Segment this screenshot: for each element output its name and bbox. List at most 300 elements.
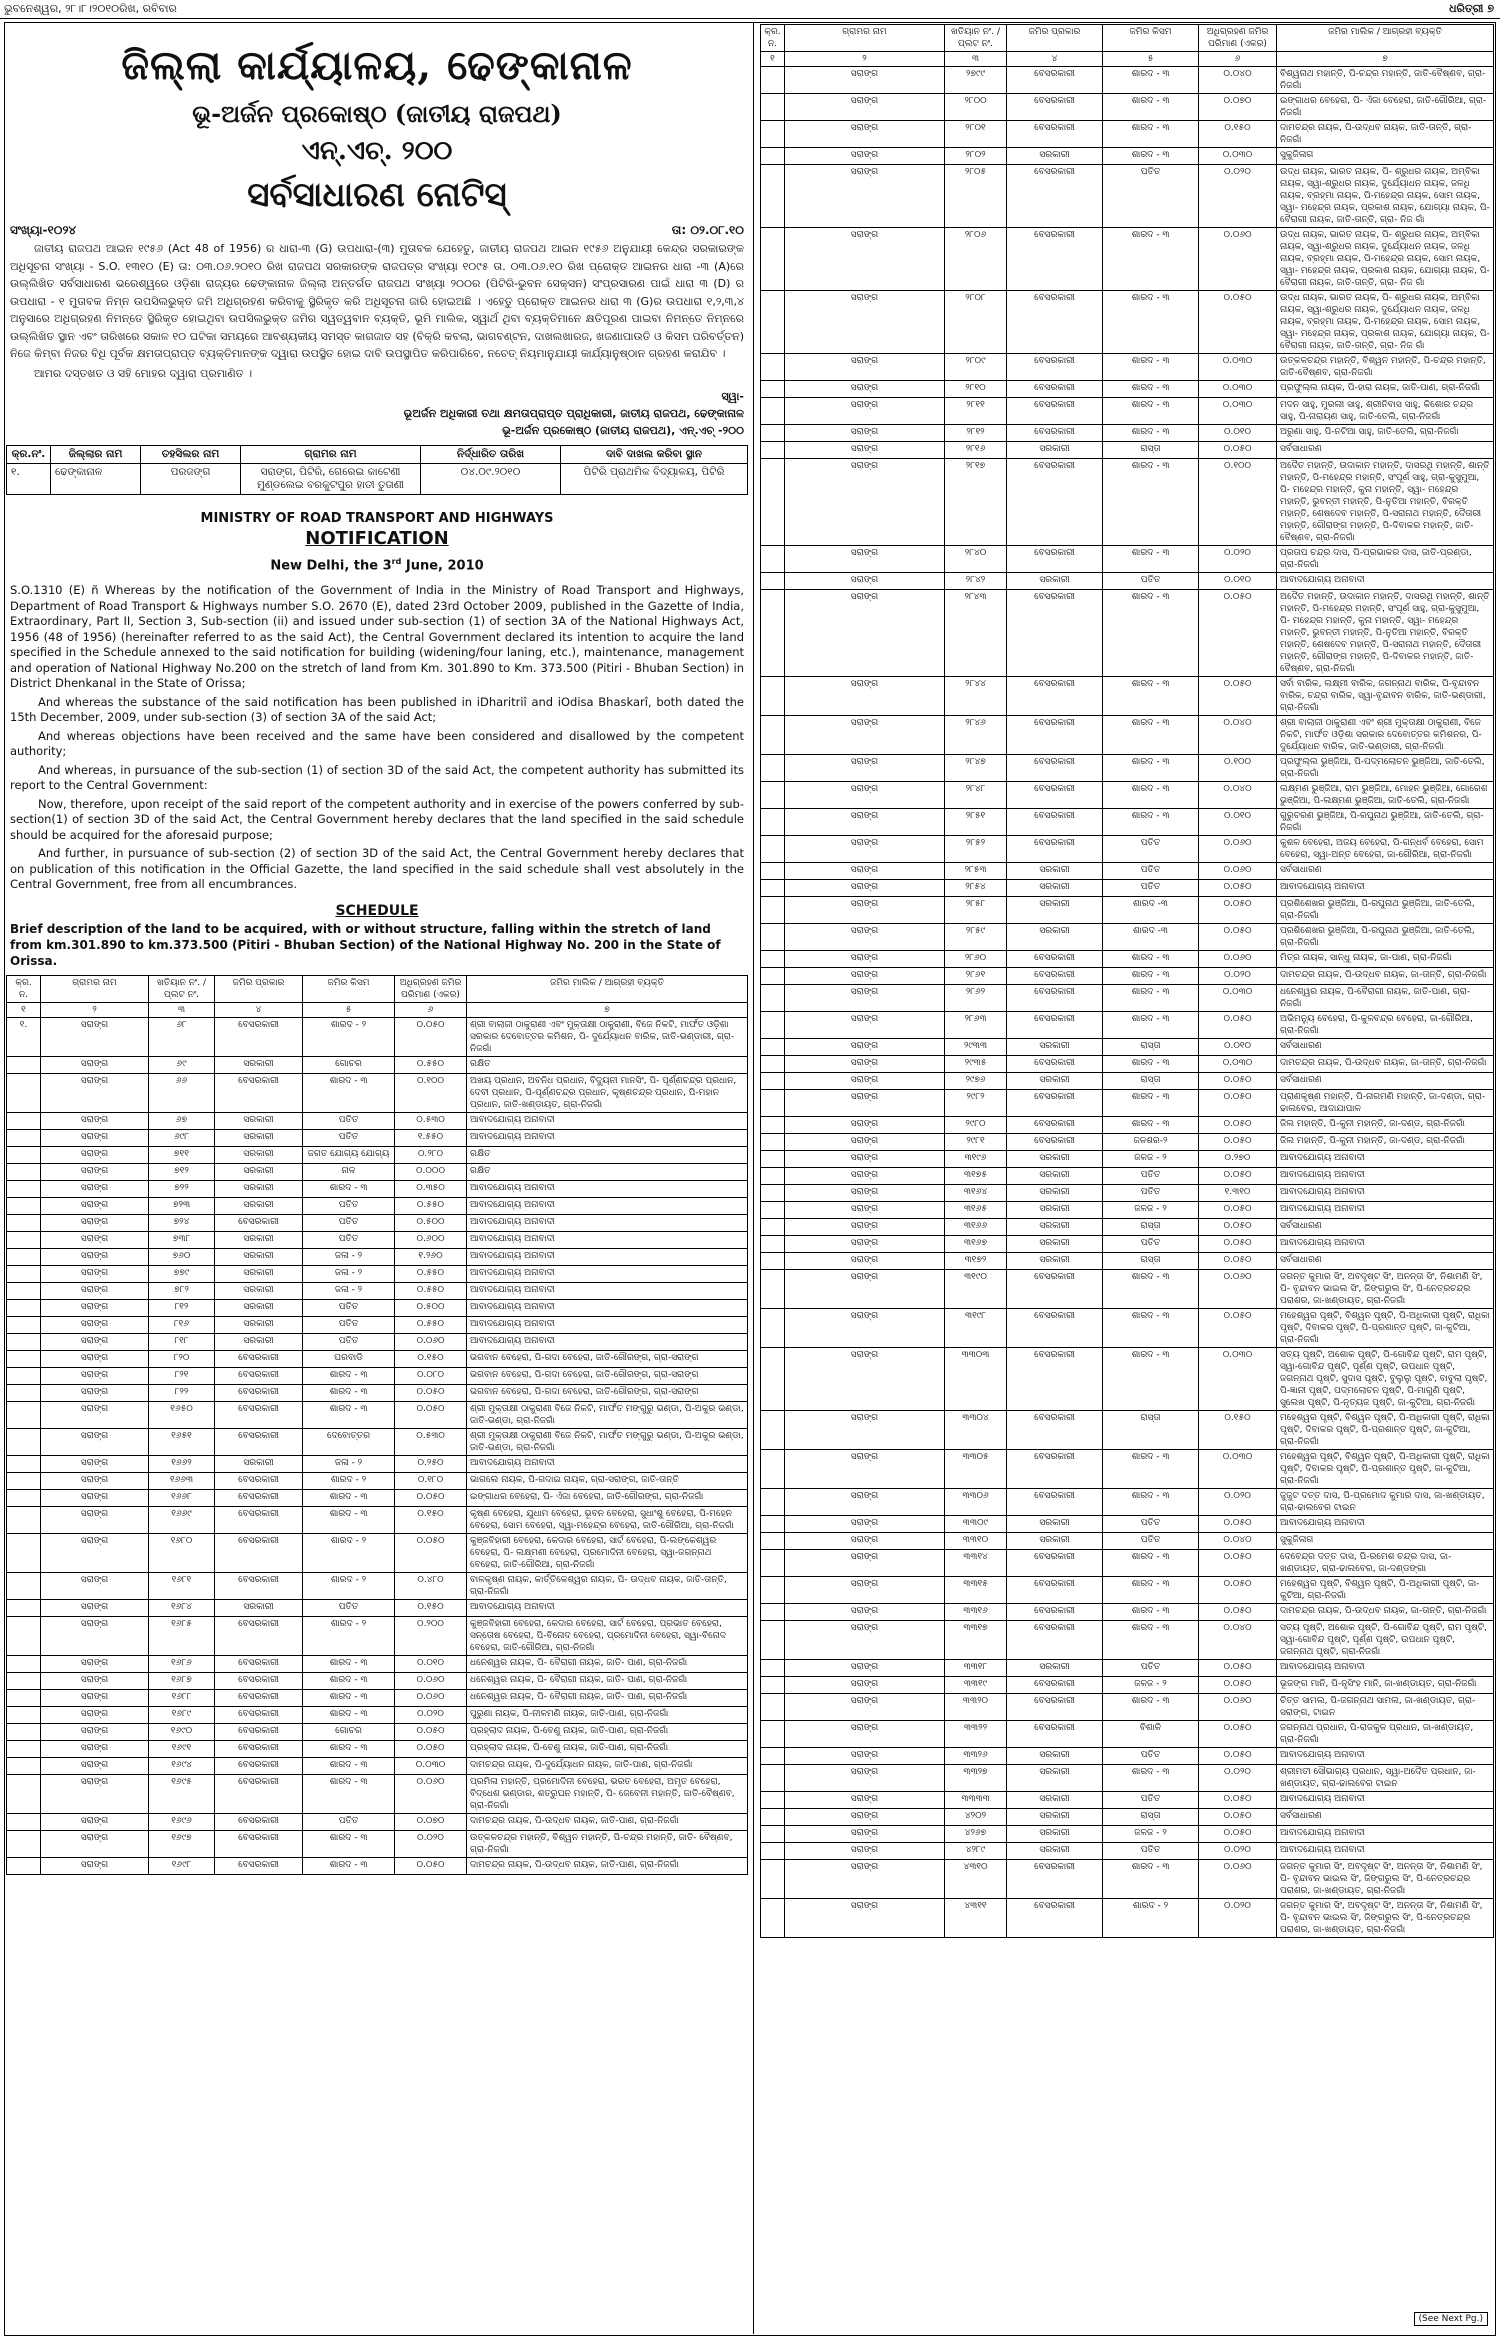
table-cell [761,1792,785,1809]
table-cell: ଆବାଦଯୋଗ୍ୟ ଅନାବାଦୀ [467,1112,748,1129]
table-row [7,1017,748,1056]
table-cell: ୨୯୮୨ [945,1090,1007,1117]
table-cell: ସର୍ବସାଧାରଣ [1277,1073,1494,1090]
table-row [761,291,1494,354]
table-cell: ସରାଙ୍ଗ [785,291,945,354]
place-date-text: New Delhi, the 3 [270,558,392,574]
schedule-table-right [760,24,1494,1938]
table-cell [7,1813,41,1830]
table-cell [761,716,785,755]
table-cell: ଦାମଚନ୍ଦ୍ର ନାୟକ, ପି-ଦୁର୍ଯ୍ୟୋଧନ ନାୟକ, ଜାତି-ପାଣ, ଗ୍ରା-ନିଜଗାଁ [467,1757,748,1774]
table-cell: ୦.୦୪୦ [1199,716,1277,755]
table-cell: ସରାଙ୍ଗ [785,459,945,546]
table-row [761,1270,1494,1309]
table-cell [7,1723,41,1740]
table-cell: ୩୩୧୪ [945,1550,1007,1577]
table-cell: ସରକାରୀ [1007,1236,1103,1253]
table-cell: ସରାଙ୍ଗ [785,1533,945,1550]
table-cell: ସରକାରୀ [1007,1843,1103,1860]
table-cell: ବେସରକାରୀ [215,1073,303,1112]
table-cell: ୩୩୦୫ [945,1450,1007,1489]
table-cell: ୦.୦୫୦ [1199,1677,1277,1694]
table-cell: ଜଳଜ - ୨ [1103,1151,1199,1168]
table-cell: ବେସରକାରୀ [1007,1577,1103,1604]
table-cell: ୦.୦୫୦ [1199,1202,1277,1219]
hearing-col: ଜିଲ୍ଲାର ନାମ [51,446,141,464]
table-row [7,1830,748,1857]
table-cell: ସରାଙ୍ଗ [785,985,945,1012]
table-cell: ପ୍ରହ୍ଲାଦ ନାୟକ, ପି-ବେଣୁ ନାୟକ, ଜାତି-ପାଣ, ଗ୍ରା-ନିଜଗାଁ [467,1740,748,1757]
table-cell: କୁଞ୍ଜବିହାରୀ ବେହେରା, କେଦାର ବେହେରା, ସାର୍ଟ ବେହେରା, ପି-ଲଙ୍କେଶ୍ୱର ବେହେରା, ପି- ଲକ୍ଷ୍ମଣୀ ବେହେରା, ପ୍ରମୋଦିନୀ ବେହେରା, ସ୍ୱା-ଜଗନ୍ନାଥ ବେହେରା, ଜାତି-ଗୌରିଆ, ଗ୍ରା-ନିଜଗାଁ [467,1533,748,1572]
table-cell: ୦.୦୫୦ [1199,1748,1277,1765]
table-cell: ମହେଶ୍ୱର ପୃଷ୍ଟି, ବିଶ୍ୱନ ପୃଷ୍ଟି, ପି-ଅଧିକାରୀ ପୃଷ୍ଟି, ରାଧିକା ପୃଷ୍ଟି, ଦିବାକର ପୃଷ୍ଟି, ପି-ପ୍ରଶାନ୍ତ ପୃଷ୍ଟି, ଜା-କୁଟିଆ, ଗ୍ରା-ନିଜଗାଁ [1277,1309,1494,1348]
table-cell: ସରାଙ୍ଗ [41,1163,149,1180]
table-cell: ସରକାରୀ [1007,880,1103,897]
table-cell: ୦.୦୫୦ [395,1384,467,1401]
left-column [6,24,748,2332]
table-cell: ୦.୫୫୦ [395,1316,467,1333]
table-cell: ୭୨୪ [149,1214,215,1231]
table-cell: ସରାଙ୍ଗ [785,228,945,291]
table-cell: ଆବାଦଯୋଗ୍ୟ ଅନାବାଦୀ [1277,1185,1494,1202]
table-cell [761,1550,785,1577]
table-cell: ଶାରଦ - ୩ [1103,1577,1199,1604]
table-cell: ୦.୦୫୦ [1199,1809,1277,1826]
table-cell: ଆବାଦଯୋଗ୍ୟ ଅନାବାଦୀ [1277,1168,1494,1185]
table-cell: ପତିତ [1103,1185,1199,1202]
table-cell [761,228,785,291]
table-cell: ଆବାଦଯୋଗ୍ୟ ଅନାବାଦୀ [1277,1202,1494,1219]
table-cell: ୦.୦୫୦ [1199,1168,1277,1185]
table-cell: ଆବାଦଯୋଗ୍ୟ ଅନାବାଦୀ [1277,573,1494,590]
table-cell: ବେସରକାରୀ [215,1214,303,1231]
table-cell: ୦.୦୪୦ [1199,67,1277,94]
table-cell: ୦.୦୩୦ [1199,1056,1277,1073]
table-cell: ସରାଙ୍ଗ [785,1694,945,1721]
table-cell: ସରାଙ୍ଗ [41,1384,149,1401]
table-cell: ବେସରକାରୀ [215,1533,303,1572]
table-row [7,1197,748,1214]
table-cell: ୭୬୦ [149,1248,215,1265]
table-cell: ୦.୦୫୦ [1199,1660,1277,1677]
table-cell: ସରାଙ୍ଗ [785,1219,945,1236]
table-cell: ୦.୧୫୦ [1199,1411,1277,1450]
table-cell: ସରକାରୀ [1007,1151,1103,1168]
table-cell: ଜଳା - ୨ [303,1265,395,1282]
table-cell: ୨୮୬୧ [945,968,1007,985]
table-cell [7,1146,41,1163]
table-cell: ବେସରକାରୀ [1007,1450,1103,1489]
table-cell: ସରକାରୀ [215,1146,303,1163]
table-cell: ୧୬୯୦ [149,1723,215,1740]
table-cell: ଶାରଦ - ୩ [1103,1765,1199,1792]
table-cell: ସରାଙ୍ଗ [785,67,945,94]
table-cell: ଜଳା - ୨ [303,1282,395,1299]
table-cell: ୦.୧୫୦ [395,1350,467,1367]
table-cell: ସରାଙ୍ଗ [41,1706,149,1723]
table-row [761,1202,1494,1219]
table-cell: ୭୨୨ [149,1180,215,1197]
table-row [761,1090,1494,1117]
table-cell: ୦.୦୩୦ [1199,398,1277,425]
hearing-col: ଗ୍ରାମର ନାମ [241,446,421,464]
table-cell: ସରାଙ୍ଗ [785,1489,945,1516]
table-cell: ୦.୦୨୦ [395,1830,467,1857]
schedule-num: ୩ [945,52,1007,67]
schedule-body-right [761,67,1494,1938]
table-cell: ୦.୦୫୦ [1199,1253,1277,1270]
table-cell: ବେସରକାରୀ [1007,1604,1103,1621]
table-cell: ଶାରଦ - ୩ [1103,1012,1199,1039]
table-cell: ସରାଙ୍ଗ [41,1774,149,1813]
table-cell: ୩୩୦୬ [945,1489,1007,1516]
table-cell [7,1757,41,1774]
schedule-num: ୬ [1199,52,1277,67]
table-cell: ୦.୫୫୦ [395,1265,467,1282]
table-cell: ସରାଙ୍ଗ [785,924,945,951]
table-cell: ରାସ୍ତା [1103,1411,1199,1450]
table-cell: ୧୬୫୧ [149,1428,215,1455]
table-cell: ଅଦୈତ ମହାନ୍ତି, ଉଦାକାନ ମହାନ୍ତି, ଦାସରଥି ମହାନ୍ତି, ଶାନ୍ତି ମହାନ୍ତି, ପି-ମହେନ୍ଦ୍ର ମହାନ୍ତି, ସଂପୂର୍ଣ ସାହୁ, ଗ୍ରା-କୁସୁମୁଆ, ପି- ମହେନ୍ଦ୍ର ମହାନ୍ତି, କୁନା ମହାନ୍ତି, ସ୍ୱା- ମହେନ୍ଦ୍ର ମହାନ୍ତି, ଭୁବନ୍ତୀ ମହାନ୍ତି, ପି-ନୁତିଆ ମହାନ୍ତି, ବିରକ୍ତି ମହାନ୍ତି, ଶେଷଦେବ ମହାନ୍ତି, ପି-ସରାନାଥ ମହାନ୍ତି, ଦୈତାରୀ ମହାନ୍ତି, ଗୌରାଙ୍ଗ ମହାନ୍ତି, ପି-ଦିବାକର ମହାନ୍ତି, ଜାତି-ବୈଷ୍ଣବ, ଗ୍ରା-ନିଜଗାଁ [1277,459,1494,546]
table-cell: ୦.୧୫୦ [395,1506,467,1533]
table-cell [761,459,785,546]
table-cell: ଆବାଦଯୋଗ୍ୟ ଅନାବାଦୀ [1277,1516,1494,1533]
table-row [761,1168,1494,1185]
table-row [7,1401,748,1428]
table-cell: ବେସରକାରୀ [1007,809,1103,836]
table-cell: ୨୮୧୭ [945,459,1007,546]
table-row [7,1282,748,1299]
table-cell: ସରାଙ୍ଗ [785,1765,945,1792]
table-cell [7,1163,41,1180]
table-cell: ବେସରକାରୀ [215,1813,303,1830]
schedule-col: ଅଧିଗ୍ରହଣ ଜମିର ପରିମାଣ (ଏକର) [1199,25,1277,52]
table-cell: ୧୬୯୪ [149,1757,215,1774]
table-row [761,1899,1494,1938]
hearing-cell: ପରଜଙ୍ଗ [141,464,241,495]
table-cell: ୦.୦୫୦ [1199,291,1277,354]
table-cell: ପତିତ [1103,880,1199,897]
table-cell: ଦାମଚନ୍ଦ୍ର ନାୟକ, ପି-ଉଦ୍ଧବ ନାୟକ, ଜା-ତାନ୍ତି, ଗ୍ରା-ନିଜଗାଁ [1277,968,1494,985]
table-cell: ସରାଙ୍ଗ [41,1740,149,1757]
schedule-number-row [761,52,1494,67]
table-cell: ୩୩୦୩ [945,1348,1007,1411]
table-cell: ୨୮୫୨ [945,836,1007,863]
table-cell [761,1056,785,1073]
table-cell [761,1012,785,1039]
table-row [761,94,1494,121]
notice-number: ସଂଖ୍ୟା-୧୦୨୪ [10,223,77,237]
table-cell: ସରାଙ୍ଗ [41,1655,149,1672]
schedule-num: ୫ [303,1002,395,1017]
table-cell: ୦.୦୧୦ [395,1655,467,1672]
table-cell: ସରାଙ୍ଗ [41,1248,149,1265]
table-cell: ପତିତ [303,1197,395,1214]
table-row [7,1813,748,1830]
table-cell: ଶାରଦ - ୩ [303,1367,395,1384]
table-cell: ସର୍ବସାଧାରଣ [1277,1809,1494,1826]
table-cell: ୦.୦୨୦ [1199,546,1277,573]
table-cell: ୦.୦୫୦ [395,1489,467,1506]
table-cell: ସରାଙ୍ଗ [785,951,945,968]
table-cell: ୦.୦୫୦ [1199,1516,1277,1533]
table-cell: ସରାଙ୍ଗ [785,1899,945,1938]
table-cell: ୩୧୯୬ [945,1151,1007,1168]
table-cell: ସରକାରୀ [1007,1516,1103,1533]
table-cell: ୧୬୮୮ [149,1689,215,1706]
table-cell [761,1577,785,1604]
table-cell: ସରାଙ୍ଗ [785,1843,945,1860]
table-cell: ପତିତ [1103,1533,1199,1550]
notice-heading: ସର୍ବସାଧାରଣ ନୋଟିସ୍ [247,175,507,215]
table-cell [7,1197,41,1214]
table-cell: ଶାରଦ - ୩ [1103,590,1199,677]
table-cell: ସରାଙ୍ଗ [785,1309,945,1348]
table-row [7,1265,748,1282]
table-cell [761,1253,785,1270]
table-cell: ସୁକୁଜିଳାଗ [1277,1533,1494,1550]
ministry-title: MINISTRY OF ROAD TRANSPORT AND HIGHWAYS [200,511,554,526]
table-cell: ଶାରଦ - ୩ [1103,1694,1199,1721]
table-cell: ରକ୍ଷିତ [467,1146,748,1163]
table-cell: ସରକାରୀ [215,1455,303,1472]
schedule-col: ଅଧିଗ୍ରହଣ ଜମିର ପରିମାଣ (ଏକର) [395,975,467,1002]
schedule-body-left [7,1017,748,1874]
column-divider [753,22,754,2334]
table-cell: ଧନେଶ୍ୱର ନାୟକ, ପି-ବୈରାଗୀ ନାୟକ, ଜାତି-ପାଣ, ଗ୍ରା-ନିଜଗାଁ [1277,985,1494,1012]
table-cell: ସରାଙ୍ଗ [785,1748,945,1765]
table-cell: ଆବାଦଯୋଗ୍ୟ ଅନାବାଦୀ [467,1282,748,1299]
table-row [7,1857,748,1874]
table-cell: ପତିତ [1103,165,1199,228]
table-cell: ୦.୦୬୦ [395,1774,467,1813]
schedule-col: କ୍ର. ନ. [761,25,785,52]
table-cell [7,1248,41,1265]
table-row [761,165,1494,228]
table-cell [761,836,785,863]
table-row [761,880,1494,897]
table-cell: ସରାଙ୍ଗ [785,398,945,425]
table-cell: ୦.୦୬୦ [1199,951,1277,968]
table-cell: ଗୋଚର [303,1723,395,1740]
table-cell: ସରାଙ୍ଗ [785,1660,945,1677]
table-cell: ରାସ୍ତା [1103,1073,1199,1090]
table-cell [7,1073,41,1112]
table-cell: ୧୬୮୦ [149,1533,215,1572]
table-cell: ୭୩୮ [149,1231,215,1248]
table-cell: ସରାଙ୍ଗ [41,1616,149,1655]
table-cell: ଉଦ୍ଧ ନାୟକ, ଭାରତ ନାୟକ, ପି- ଶ୍ରୁଧର ନାୟକ, ଅମ୍ବିକା ନାୟକ, ସ୍ୱା-ଶ୍ରୁଧର ନାୟକ, ଦୁର୍ଯ୍ୟୋଧନ ନାୟକ, ଜଳଧି ନାୟକ, ବ୍ରହ୍ମା ନାୟକ, ପି-ମହେନ୍ଦ୍ର ନାୟକ, ସୋମ ନାୟକ, ସ୍ୱା- ମହେନ୍ଦ୍ର ନାୟକ, ପ୍ରକାଶ ନାୟକ, ଯୋଗ୍ୟା ନାୟକ, ପି- ବୈରାଗୀ ନାୟକ, ଜାତି-ତାନ୍ତି, ଗ୍ରା- ନିଜ ଗାଁ [1277,291,1494,354]
table-cell: ୭୧୧ [149,1146,215,1163]
table-cell: ପତିତ [1103,573,1199,590]
table-cell: ଶାରଦ - ୩ [303,1830,395,1857]
table-cell: ୦.୦୫୦ [1199,897,1277,924]
table-cell: ୧୬୯୭ [149,1830,215,1857]
table-row [761,1185,1494,1202]
table-cell: ୧୬୯୬ [149,1813,215,1830]
table-cell: ଶାରଦ - ୩ [1103,459,1199,546]
table-cell [761,590,785,677]
table-cell: ଭାଗଲେ ନାୟକ, ପି-ଗଦାଇ ନାୟକ, ଗ୍ରା-ସରାଙ୍ଗ, ଜାତି-ତାନ୍ତି [467,1472,748,1489]
table-cell: ୧୬୮୭ [149,1672,215,1689]
table-cell [7,1774,41,1813]
table-cell: ସରକାରୀ [215,1299,303,1316]
table-cell: ପ୍ରଫୁଲ୍ଲ ଭୁଞ୍ଜିଆ, ପି-ପଦ୍ମଲୋଚନ ଭୁଞ୍ଜିଆ, ଜାତି-ତେଲି, ଗ୍ରା-ନିଜଗାଁ [1277,755,1494,782]
table-cell: ବେସରକାରୀ [215,1655,303,1672]
schedule-col: ଜମିର କିସମ [1103,25,1199,52]
table-cell [761,1899,785,1938]
table-cell: ରକ୍ଷିତ [467,1163,748,1180]
table-cell [761,1533,785,1550]
table-cell: ଶାରଦ - ୩ [303,1857,395,1874]
table-cell [761,291,785,354]
table-cell: ଇଙ୍ଗାଧର ବେହେରା, ପି- ଏଁଜା ବେହେରା, ଜାତି-ଗୌରିଆ, ଗ୍ରା- ନିଜଗାଁ [1277,94,1494,121]
hearing-col: ଦାବି ଦାଖଲ କରିବା ସ୍ଥାନ [561,446,748,464]
table-row [761,1533,1494,1550]
table-cell: ଉଦ୍ଧ ନାୟକ, ଭାରତ ନାୟକ, ପି- ଶ୍ରୁଧର ନାୟକ, ଅମ୍ବିକା ନାୟକ, ସ୍ୱା-ଶ୍ରୁଧର ନାୟକ, ଦୁର୍ଯ୍ୟୋଧନ ନାୟକ, ଜଳଧି ନାୟକ, ବ୍ରହ୍ମା ନାୟକ, ପି-ମହେନ୍ଦ୍ର ନାୟକ, ସୋମ ନାୟକ, ସ୍ୱା- ମହେନ୍ଦ୍ର ନାୟକ, ପ୍ରକାଶ ନାୟକ, ଯୋଗ୍ୟା ନାୟକ, ପି- ବୈରାଗୀ ନାୟକ, ଜାତି-ତାନ୍ତି, ଗ୍ରା- ନିଜ ଗାଁ [1277,228,1494,291]
table-cell: ୦.୦୫୦ [1199,1792,1277,1809]
table-row [7,1180,748,1197]
table-cell: ୦.୦୨୦ [1199,1765,1277,1792]
table-cell: ବେସରକାରୀ [215,1428,303,1455]
table-cell: ବେସରକାରୀ [1007,1309,1103,1348]
table-cell: ୨୮୬୩ [945,1012,1007,1039]
table-cell: ଧନେଶ୍ୱର ନାୟକ, ପି- ବୈରାଗୀ ନାୟକ, ଜାତି- ପାଣ, ଗ୍ରା-ନିଜଗାଁ [467,1689,748,1706]
table-cell: ସରାଙ୍ଗ [785,94,945,121]
en-para-1: S.O.1310 (E) ñ Whereas by the notification of the Government of India in the Ministry of Road Transport and Highways, Department of Road Transport & Highways number S.O. 2670 (E), dated 23rd October 2009, published in the Gazette of India, Extraordinary, Part II, Section 3, Sub-section (ii) and issued under sub-section (1) of section 3A of the National Highways Act, 1956 (48 of 1956) (hereinafter referred to as the said Act), the Central Government declared its intention to acquire the land specified in the Schedule annexed to the said notification for building (widening/four laning, etc.), maintenance, management and operation of National Highway No.200 on the stretch of land from Km. 301.890 to Km. 373.500 (Pitiri - Bhuban Section) in District Dhenkanal in the State of Orissa; [10,583,744,691]
table-row [761,1860,1494,1899]
table-cell: ଶାରଦ - ୨ [1103,1899,1199,1938]
table-cell: ସରକାରୀ [215,1129,303,1146]
table-cell: ସରାଙ୍ଗ [785,1826,945,1843]
table-cell: ବେସରକାରୀ [1007,291,1103,354]
table-cell: ଭୂଜଙ୍ଗ ମାନି, ପି-ନୃସିଂହ ମାନି, ଜା-ଖଣ୍ଡାୟତ, ଗ୍ରା-ନିଜଗାଁ [1277,1677,1494,1694]
table-cell: ବେସରକାରୀ [1007,1134,1103,1151]
table-cell: ସରାଙ୍ଗ [41,1367,149,1384]
table-cell: ସରାଙ୍ଗ [41,1723,149,1740]
table-row [761,836,1494,863]
table-cell [761,1185,785,1202]
table-cell: ଶାରଦ - ୩ [1103,67,1199,94]
table-cell: ଦାମଚନ୍ଦ୍ର ନାୟକ, ପି-ଉଦ୍ଧବ ନାୟକ, ଜାତି-ତାନ୍ତି, ଗ୍ରା-ନିଜଗାଁ [1277,121,1494,148]
table-cell: ପତିତ [303,1813,395,1830]
table-cell: ଜିଲ ମହାନ୍ତି, ପି-କୁନୀ ମହାନ୍ତି, ଜା-ଦଣ୍ଡ, ଗ୍ରା-ନିଜଗାଁ [1277,1117,1494,1134]
schedule-num: ୭ [467,1002,748,1017]
table-cell: ୦.୫୩୦ [395,1428,467,1455]
schedule-col: ଜମିର ମାଲିକ / ଆଗ୍ରହୀ ବ୍ୟକ୍ତି [1277,25,1494,52]
table-cell: ସରାଙ୍ଗ [41,1572,149,1599]
table-cell: ସରାଙ୍ଗ [785,1117,945,1134]
table-cell: ୦.୦୫୦ [1199,1604,1277,1621]
table-cell: ବେସରକାରୀ [1007,985,1103,1012]
table-cell: ସରାଙ୍ଗ [785,1411,945,1450]
table-cell [761,121,785,148]
table-row [7,1689,748,1706]
table-cell: ୨୮୦୫ [945,165,1007,228]
table-cell: ୮୨୧ [149,1367,215,1384]
table-cell: ୨୮୪୮ [945,782,1007,809]
table-cell: ୦.୦୭୦ [395,1813,467,1830]
table-cell: ୦.୨୮୦ [395,1146,467,1163]
schedule-col: ଖତିୟାନ ନଂ. / ପ୍ଲଟ ନଂ. [149,975,215,1002]
table-cell [7,1689,41,1706]
table-cell: ୦.୦୬୦ [1199,1860,1277,1899]
hearing-cell: ୧. [7,464,51,495]
table-row [7,1599,748,1616]
table-cell: ୭୭୯ [149,1265,215,1282]
table-cell: ୩୧୬୪ [945,1185,1007,1202]
table-cell: ୦.୦୬୦ [1199,228,1277,291]
table-cell: ବେସରକାରୀ [1007,1090,1103,1117]
table-cell [761,1039,785,1056]
table-cell: ସରକାରୀ [215,1265,303,1282]
table-cell [761,1694,785,1721]
table-cell: ଶାରଦ -୩ [1103,924,1199,951]
table-cell: ବେସରକାରୀ [215,1689,303,1706]
table-cell: ପତିତ [303,1316,395,1333]
table-cell: ୮୨୨ [149,1384,215,1401]
table-cell: ସରାଙ୍ଗ [785,1168,945,1185]
hearing-cell: ସରାଙ୍ଗ, ପିଟିରି, ଗେରେଇ କାଟେଣୀ ମୁଣ୍ଡଲେଇ ବରକୁଟପୁର ହାତୀ ତୁତାଣୀ [241,464,421,495]
table-cell: କୁଶଳ ବେହେରା, ଅଜୟ ବେହେରା, ପି-ଗନ୍ଧର୍ବ ବେହେରା, ସୋମ ବେହେରା, ସ୍ୱା-ଅନ୍ତ ବେହେରା, ଜା-ଗୌରିଆ, ଗ୍ରା-ନିଜଗାଁ [1277,836,1494,863]
table-cell: ବେସରକାରୀ [1007,968,1103,985]
table-cell: ୦.୦୪୦ [1199,1533,1277,1550]
table-cell: ୦.୨୫୦ [395,1455,467,1472]
table-cell: ଶାରଦ - ୩ [1103,1117,1199,1134]
table-cell: ୨୯୭୬ [945,1073,1007,1090]
table-cell: ୦.୦୫୦ [1199,677,1277,716]
table-cell [761,1270,785,1309]
table-cell: ସରାଙ୍ଗ [41,1197,149,1214]
table-cell: ୪୩୧୧ [945,1899,1007,1938]
table-row [761,573,1494,590]
table-cell: ଆବାଦଯୋଗ୍ୟ ଅନାବାଦୀ [1277,1843,1494,1860]
table-cell: ୧୬୫୦ [149,1401,215,1428]
table-cell [7,1333,41,1350]
table-cell [761,1660,785,1677]
table-cell: ୨୮୦୧ [945,121,1007,148]
table-row [761,1516,1494,1533]
table-row [761,968,1494,985]
table-cell: ସରକାରୀ [1007,1533,1103,1550]
table-cell: ସର୍ବସାଧାରଣ [1277,1039,1494,1056]
schedule-number-row [7,1002,748,1017]
table-cell: ଉତ୍କଳଚନ୍ଦ୍ର ମହାନ୍ତି, ବିଶ୍ୱନ ମହାନ୍ତି, ପି-ଚନ୍ଦ୍ର ମହାନ୍ତି, ଜାତି- ବୈଷ୍ଣବ, ଗ୍ରା-ନିଜଗାଁ [467,1830,748,1857]
table-cell: ସରକାରୀ [1007,863,1103,880]
table-cell [7,1572,41,1599]
table-cell: ବେସରକାରୀ [215,1506,303,1533]
table-cell: ୦.୦୬୦ [1199,836,1277,863]
table-cell: ଦେବେନ୍ଦ୍ର ଦତ୍ତ ଦାସ, ପି-ରମେଶ ଚନ୍ଦ୍ର ଦାସ, ଜା-ଖଣ୍ଡାୟତ, ଗ୍ରା-ଢାଲବେର, ଜା-ଦଣ୍ଡଙ୍ଗା [1277,1550,1494,1577]
table-row [7,1723,748,1740]
table-cell: ଜଳଜ - ୨ [1103,1677,1199,1694]
table-cell: ସରାଙ୍ଗ [41,1672,149,1689]
table-cell: ମହେଶ୍ୱର ପୃଷ୍ଟି, ବିଶ୍ୱନ ପୃଷ୍ଟି, ପି-ଅଧିକାରୀ ପୃଷ୍ଟି, ରାଧିକା ପୃଷ୍ଟି, ଦିବାକର ପୃଷ୍ଟି, ପି-ପ୍ରଶାନ୍ତ ପୃଷ୍ଟି, ଜା-କୁଟିଆ, ଗ୍ରା-ନିଜଗାଁ [1277,1411,1494,1450]
table-cell: ୧୬୬୨ [149,1455,215,1472]
table-cell [7,1830,41,1857]
table-cell [761,354,785,381]
table-cell [761,897,785,924]
table-cell: ସରାଙ୍ଗ [785,1677,945,1694]
table-cell [761,1489,785,1516]
table-cell: ସରାଙ୍ଗ [41,1455,149,1472]
table-cell: ସରକାରୀ [1007,1219,1103,1236]
table-cell: ୧୬୮୯ [149,1706,215,1723]
table-cell [7,1672,41,1689]
table-cell: ୬୭ [149,1112,215,1129]
table-cell: ପତିତ [303,1231,395,1248]
table-cell: ୦.୦୬୦ [1199,863,1277,880]
